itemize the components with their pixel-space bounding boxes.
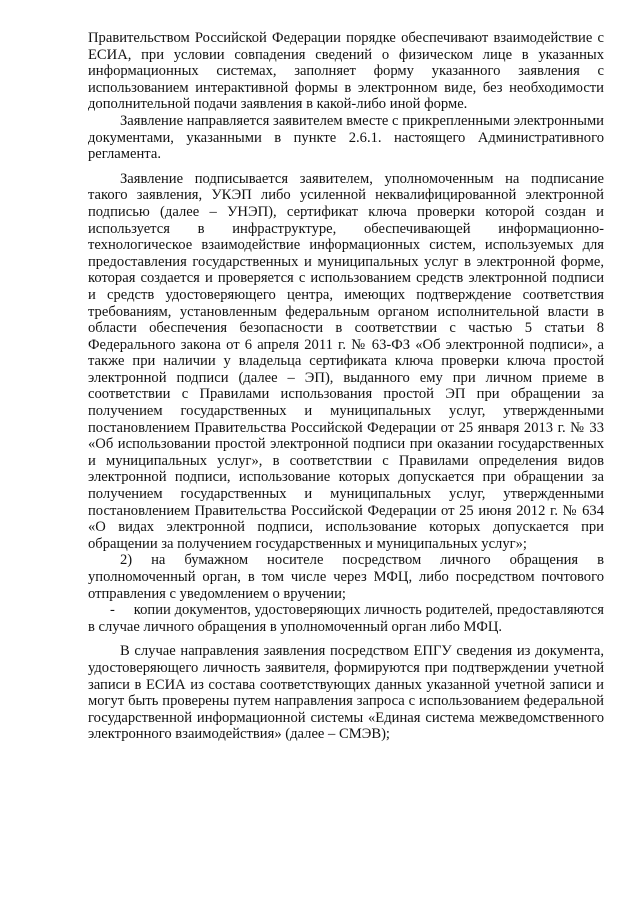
paragraph-application-submission: Заявление направляется заявителем вместе с прикрепленными электронными документами, указанными в пункте 2.6.1. настоящего Административного регламента. (88, 112, 604, 163)
paragraph-epgu-verification: В случае направления заявления посредством ЕПГУ сведения из документа, удостоверяющего личность заявителя, формируются при подтверждении учетной записи в ЕСИА из состава соответствующих данных указанной учетной записи и могут быть проверены путем направления запроса с использованием федеральной государственной информационной системы «Единая система межведомственного электронного взаимодействия» (далее – СМЭВ); (88, 643, 604, 743)
paragraph-parent-documents: - копии документов, удостоверяющих личность родителей, предоставляются в случае личного обращения в уполномоченный орган либо МФЦ. (88, 602, 604, 635)
paragraph-paper-submission: 2) на бумажном носителе посредством личного обращения в уполномоченный орган, в том числе через МФЦ, либо посредством почтового отправления с уведомлением о вручении; (88, 552, 604, 602)
paragraph-continuation: Правительством Российской Федерации порядке обеспечивают взаимодействие с ЕСИА, при условии совпадения сведений о физическом лице в указанных информационных системах, заполняет форму указанного заявления с использованием интерактивной формы в электронном виде, без необходимости дополнительной подачи заявления в какой-либо иной форме. (88, 30, 604, 113)
paragraph-signature-requirements: Заявление подписывается заявителем, уполномоченным на подписание такого заявления, УКЭП либо усиленной неквалифицированной электронной подписью (далее – УНЭП), сертификат ключа проверки которой создан и используется в инфраструктуре, обеспечивающей информационно-технологическое взаимодействие информационных систем, используемых для предоставления государственных и муниципальных услуг в электронной форме, которая создается и проверяется с использованием средств электронной подписи и средств удостоверяющего центра, имеющих подтверждение соответствия требованиям, установленным федеральным органом исполнительной власти в области обеспечения безопасности в соответствии с частью 5 статьи 8 Федерального закона от 6 апреля 2011 г. № 63-ФЗ «Об электронной подписи», а также при наличии у владельца сертификата ключа проверки ключа простой электронной подписи (далее – ЭП), выданного ему при личном приеме в соответствии с Правилами использования простой ЭП при обращении за получением государственных и муниципальных услуг, утвержденными постановлением Правительства Российской Федерации от 25 января 2013 г. № 33 «Об использовании простой электронной подписи при оказании государственных и муниципальных услуг», в соответствии с Правилами определения видов электронной подписи, использование которых допускается при обращении за получением государственных и муниципальных услуг, утвержденными постановлением Правительства Российской Федерации от 25 июня 2012 г. № 634 «О видах электронной подписи, использование которых допускается при обращении за получением государственных и муниципальных услуг»; (88, 170, 604, 552)
